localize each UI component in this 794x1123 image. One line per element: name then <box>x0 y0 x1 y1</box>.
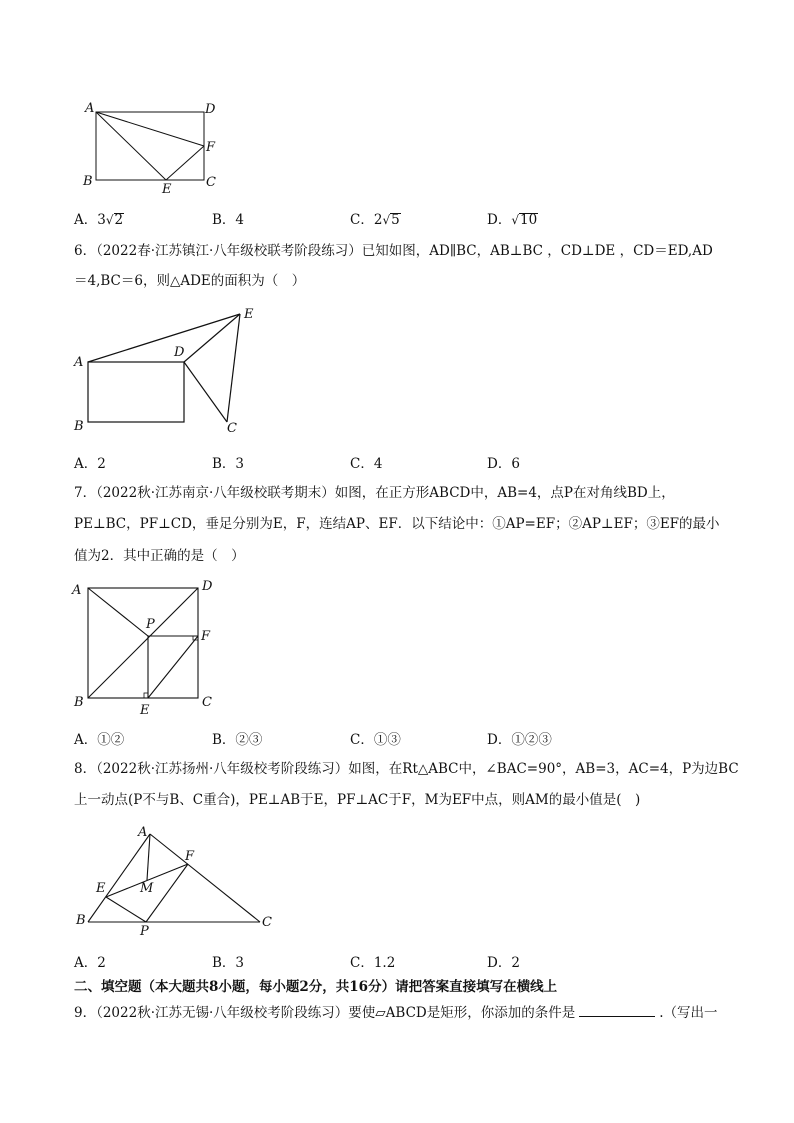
section-2-heading: 二、填空题（本大题共8小题，每小题2分，共16分）请把答案直接填写在横线上 <box>74 979 558 995</box>
q6-option-a: A．2 <box>74 456 106 472</box>
q8-option-c: C．1.2 <box>350 955 396 971</box>
q7-figure <box>70 576 230 721</box>
fig6-label-c: C <box>227 421 237 436</box>
q7-stem-line2: PE⊥BC，PF⊥CD，垂足分别为E，F，连结AP、EF．以下结论中：①AP=EF；②AP⊥EF；③EF的最小 <box>74 516 720 532</box>
q9-stem-text: 9．（2022秋·江苏无锡·八年级校考阶段练习）要使▱ABCD是矩形，你添加的条件是 <box>74 1005 576 1021</box>
fig8-label-f: F <box>185 849 195 864</box>
option-value: 4 <box>235 212 245 228</box>
fig5-label-f: F <box>206 140 216 155</box>
q5-option-b <box>212 208 244 228</box>
option-coef: 3 <box>97 212 106 228</box>
q5-option-a: A．3√2 <box>74 212 124 228</box>
fig7-label-p: P <box>146 617 155 632</box>
fig8-label-b: B <box>76 913 86 928</box>
q8-figure <box>70 822 280 942</box>
option-radicand: 5 <box>391 212 400 228</box>
fig7-label-a: A <box>72 583 82 598</box>
q8-option-b: B．3 <box>212 955 245 971</box>
fig7-label-e: E <box>140 703 150 718</box>
option-letter: B． <box>212 212 236 228</box>
q7-option-c: C．①③ <box>350 732 401 748</box>
fig5-label-a: A <box>85 101 95 116</box>
q5-figure <box>80 100 220 195</box>
q6-figure <box>70 302 270 437</box>
fig7-label-f: F <box>201 629 211 644</box>
option-letter: D． <box>487 212 512 228</box>
fig5-label-b: B <box>83 174 93 189</box>
fig6-label-b: B <box>74 419 84 434</box>
option-radicand: 10 <box>519 212 538 228</box>
fig7-label-b: B <box>74 695 84 710</box>
option-radicand: 2 <box>114 212 124 228</box>
q8-option-d: D．2 <box>487 955 520 971</box>
fig7-label-c: C <box>202 695 212 710</box>
fig6-label-e: E <box>244 307 254 322</box>
q6-stem-line1: 6．（2022春·江苏镇江·八年级校联考阶段练习）已知如图，AD∥BC，AB⊥BC ，CD⊥DE ，CD＝ED,AD <box>74 243 713 259</box>
q8-option-a: A．2 <box>74 955 106 971</box>
fig8-label-p: P <box>140 924 149 939</box>
option-coef: 2 <box>373 212 383 228</box>
q9-stem <box>74 1004 718 1022</box>
q5-option-c: C．2√5 <box>350 212 400 228</box>
fig6-label-a: A <box>74 355 84 370</box>
option-letter: C． <box>350 212 374 228</box>
fig5-label-e: E <box>162 182 172 195</box>
q6-option-c: C．4 <box>350 456 383 472</box>
q7-stem-line1: 7．（2022秋·江苏南京·八年级校联考期末）如图，在正方形ABCD中，AB=4，点P在对角线BD上， <box>74 485 675 501</box>
q8-stem-line2: 上一动点(P不与B、C重合)，PE⊥AB于E，PF⊥AC于F，M为EF中点，则AM的最小值是( ) <box>74 792 641 808</box>
option-letter: A． <box>74 212 98 228</box>
q9-answer-blank[interactable] <box>579 1004 655 1017</box>
fig8-label-a: A <box>138 825 148 840</box>
q6-stem-line2: ＝4,BC＝6，则△ADE的面积为（ ） <box>74 273 306 289</box>
q7-stem-line3: 值为2．其中正确的是（ ） <box>74 548 245 564</box>
fig8-label-m: M <box>140 881 154 896</box>
fig8-label-c: C <box>262 915 272 930</box>
q6-option-b: B．3 <box>212 456 245 472</box>
q5-option-d: D．√10 <box>487 212 538 228</box>
fig5-label-c: C <box>206 175 216 190</box>
q7-option-b: B．②③ <box>212 732 263 748</box>
fig5-label-d: D <box>205 102 216 117</box>
q9-stem-tail: .（写出一 <box>659 1005 718 1021</box>
q8-stem-line1: 8．（2022秋·江苏扬州·八年级校考阶段练习）如图，在Rt△ABC中，∠BAC=90°，AB=3，AC=4，P为边BC <box>74 761 739 777</box>
q7-option-d: D．①②③ <box>487 732 552 748</box>
q7-option-a: A．①② <box>74 732 125 748</box>
fig7-label-d: D <box>202 579 213 594</box>
fig6-label-d: D <box>174 345 185 360</box>
fig8-label-e: E <box>96 881 106 896</box>
q6-option-d: D．6 <box>487 456 520 472</box>
